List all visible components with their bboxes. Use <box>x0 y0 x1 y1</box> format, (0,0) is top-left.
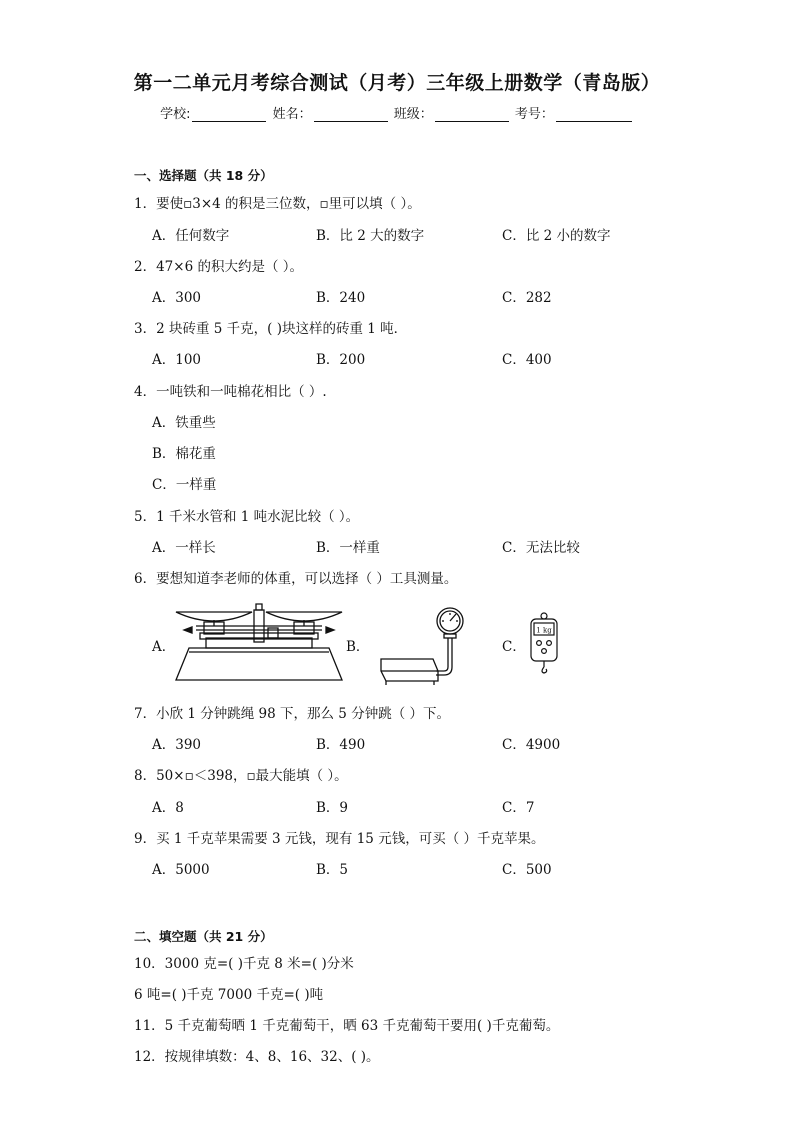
q8-option-c[interactable]: C．7 <box>502 800 535 816</box>
question-7: 7．小欣 1 分钟跳绳 98 下，那么 5 分钟跳（ ）下。 <box>134 706 450 722</box>
q6-option-a[interactable]: A． <box>152 639 176 655</box>
q5-option-a[interactable]: A．一样长 <box>152 540 216 556</box>
question-12: 12．按规律填数：4、8、16、32、( )。 <box>134 1049 380 1065</box>
q6-option-c[interactable]: C． <box>502 639 526 655</box>
question-11: 11．5 千克葡萄晒 1 千克葡萄干，晒 63 千克葡萄干要用( )千克葡萄。 <box>134 1018 560 1034</box>
class-label: 班级： <box>393 107 433 122</box>
spring-scale-kg-label: 1 kg <box>536 626 552 635</box>
q7-option-a[interactable]: A．390 <box>152 737 202 753</box>
q5-option-c[interactable]: C．无法比较 <box>502 540 580 556</box>
question-4: 4．一吨铁和一吨棉花相比（ ）. <box>134 384 327 400</box>
q2-option-c[interactable]: C．282 <box>502 290 552 306</box>
name-blank[interactable] <box>314 108 388 122</box>
q2-option-b[interactable]: B．240 <box>316 290 366 306</box>
page-title: 第一二单元月考综合测试（月考）三年级上册数学（青岛版） <box>133 72 661 94</box>
question-3: 3．2 块砖重 5 千克，( )块这样的砖重 1 吨． <box>134 321 408 337</box>
q9-option-c[interactable]: C．500 <box>502 862 552 878</box>
q4-option-b[interactable]: B．棉花重 <box>152 446 216 462</box>
q1-option-c[interactable]: C．比 2 小的数字 <box>502 228 611 244</box>
q7-option-b[interactable]: B．490 <box>316 737 366 753</box>
q4-option-a[interactable]: A．铁重些 <box>152 415 216 431</box>
q4-option-c[interactable]: C．一样重 <box>152 477 217 493</box>
number-label: 考号： <box>514 107 554 122</box>
question-9: 9．买 1 千克苹果需要 3 元钱，现有 15 元钱，可买（ ）千克苹果。 <box>134 831 545 847</box>
school-blank[interactable] <box>192 108 266 122</box>
question-2: 2．47×6 的积大约是（ ）。 <box>134 259 304 275</box>
q5-option-b[interactable]: B．一样重 <box>316 540 380 556</box>
q7-option-c[interactable]: C．4900 <box>502 737 561 753</box>
platform-scale-image <box>378 605 473 687</box>
q3-option-a[interactable]: A．100 <box>152 352 202 368</box>
section-fill-heading: 二、填空题（共 21 分） <box>134 929 273 944</box>
question-5: 5．1 千米水管和 1 吨水泥比较（ ）。 <box>134 509 360 525</box>
student-info-line <box>0 103 794 122</box>
number-blank[interactable] <box>556 108 632 122</box>
school-label: 学校: <box>160 107 191 122</box>
q3-option-b[interactable]: B．200 <box>316 352 366 368</box>
section-choice-heading: 一、选择题（共 18 分） <box>134 168 273 183</box>
q9-option-b[interactable]: B．5 <box>316 862 349 878</box>
question-1: 1．要使▫3×4 的积是三位数，▫里可以填（ ）。 <box>134 196 421 212</box>
question-8: 8．50×▫＜398，▫最大能填（ ）。 <box>134 768 348 784</box>
name-label: 姓名： <box>272 107 312 122</box>
class-blank[interactable] <box>435 108 509 122</box>
q8-option-b[interactable]: B．9 <box>316 800 349 816</box>
q1-option-b[interactable]: B．比 2 大的数字 <box>316 228 425 244</box>
spring-scale-image <box>528 612 560 674</box>
q2-option-a[interactable]: A．300 <box>152 290 202 306</box>
question-10-line-2: 6 吨=( )千克 7000 千克=( )吨 <box>134 987 324 1003</box>
q9-option-a[interactable]: A．5000 <box>152 862 210 878</box>
question-6: 6．要想知道李老师的体重，可以选择（ ）工具测量。 <box>134 571 458 587</box>
q3-option-c[interactable]: C．400 <box>502 352 552 368</box>
question-10-line-1: 10．3000 克=( )千克 8 米=( )分米 <box>134 956 354 972</box>
balance-scale-image <box>174 600 344 682</box>
q6-option-b[interactable]: B． <box>346 639 370 655</box>
q1-option-a[interactable]: A．任何数字 <box>152 228 230 244</box>
q8-option-a[interactable]: A．8 <box>152 800 184 816</box>
